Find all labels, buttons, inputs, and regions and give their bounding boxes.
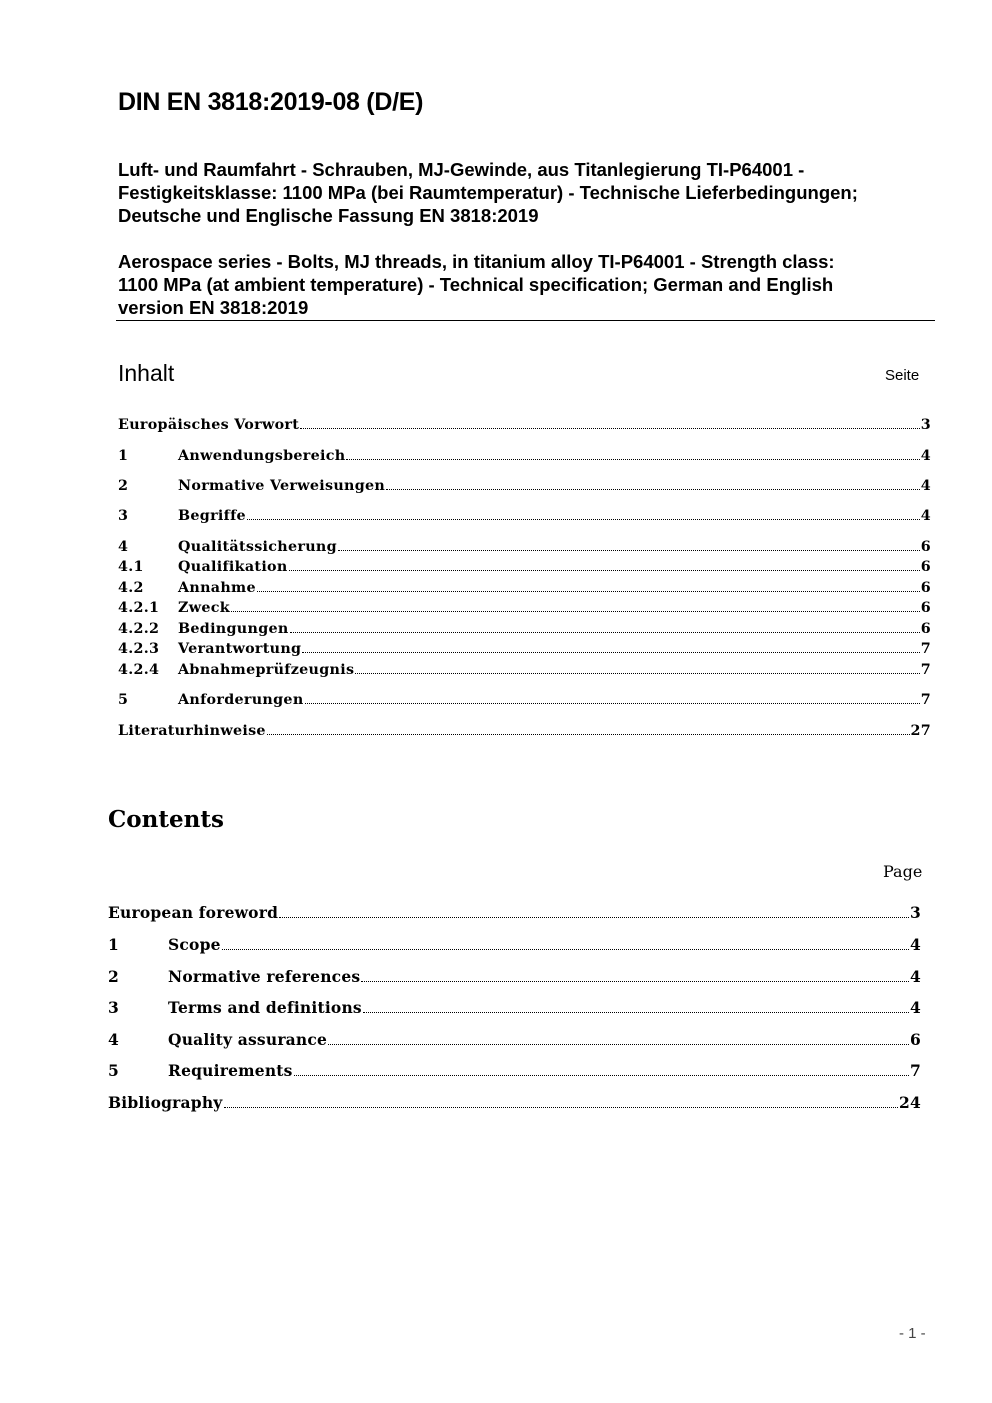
- title-english-line: Aerospace series - Bolts, MJ threads, in titanium alloy TI-P64001 - Strength class:: [118, 251, 835, 272]
- toc-entry[interactable]: [118, 662, 931, 678]
- toc-entry[interactable]: [118, 539, 931, 555]
- toc-entry-title: Begriffe: [178, 508, 246, 524]
- toc-leader-dots: [346, 459, 919, 460]
- toc-entry-page: 7: [920, 641, 931, 657]
- toc-leader-dots: [222, 949, 909, 950]
- toc-entry[interactable]: [108, 903, 921, 922]
- toc-entry-number: 4.2: [118, 580, 144, 596]
- toc-entry-title: Requirements: [168, 1061, 293, 1080]
- toc-heading-german: Inhalt: [118, 360, 175, 386]
- toc-entry-page: 4: [920, 478, 931, 494]
- title-german: [118, 158, 938, 227]
- toc-page-label-german: Seite: [885, 367, 920, 384]
- toc-entry-title: Annahme: [178, 580, 256, 596]
- toc-entry-page: 6: [920, 621, 931, 637]
- toc-entry-number: 5: [118, 692, 129, 708]
- toc-entry-page: 3: [910, 903, 921, 922]
- toc-entry-page: 7: [920, 692, 931, 708]
- toc-entry-title: Verantwortung: [178, 641, 302, 657]
- title-divider: [116, 320, 935, 321]
- title-english-line: version EN 3818:2019: [118, 297, 309, 318]
- toc-entry-page: 4: [920, 448, 931, 464]
- toc-leader-dots: [386, 489, 920, 490]
- toc-entry-number: 5: [108, 1061, 119, 1080]
- toc-entry-title: Terms and definitions: [168, 998, 362, 1017]
- toc-leader-dots: [355, 673, 919, 674]
- toc-entry[interactable]: [118, 448, 931, 464]
- toc-entry[interactable]: [118, 723, 931, 739]
- toc-entry-title: Normative references: [168, 967, 361, 986]
- toc-entry-number: 3: [108, 998, 119, 1017]
- toc-leader-dots: [328, 1044, 909, 1045]
- toc-entry[interactable]: [108, 935, 921, 954]
- toc-entry-title: Bibliography: [108, 1093, 223, 1112]
- toc-entry[interactable]: [108, 1093, 921, 1112]
- toc-entry-title: Europäisches Vorwort: [118, 417, 300, 433]
- toc-entry[interactable]: [118, 621, 931, 637]
- toc-leader-dots: [279, 917, 909, 918]
- toc-entry[interactable]: [118, 641, 931, 657]
- toc-entry-page: 27: [910, 723, 931, 739]
- toc-entry-page: 4: [910, 998, 921, 1017]
- title-german-line: Festigkeitsklasse: 1100 MPa (bei Raumtemperatur) - Technische Lieferbedingungen;: [118, 182, 858, 203]
- toc-entry[interactable]: [108, 1030, 921, 1049]
- toc-entry-title: Anwendungsbereich: [178, 448, 346, 464]
- toc-entry-number: 4.2.2: [118, 621, 160, 637]
- toc-leader-dots: [300, 428, 920, 429]
- toc-entry[interactable]: [108, 998, 921, 1017]
- toc-leader-dots: [363, 1012, 909, 1013]
- toc-entry-number: 3: [118, 508, 129, 524]
- toc-entry-title: Zweck: [178, 600, 230, 616]
- title-german-line: Luft- und Raumfahrt - Schrauben, MJ-Gewinde, aus Titanlegierung TI-P64001 -: [118, 159, 805, 180]
- toc-entry-title: Bedingungen: [178, 621, 289, 637]
- toc-entry-page: 7: [920, 662, 931, 678]
- toc-entry[interactable]: [118, 508, 931, 524]
- toc-entry-title: Abnahmeprüfzeugnis: [178, 662, 355, 678]
- toc-entry-page: 4: [910, 967, 921, 986]
- toc-entry-page: 24: [899, 1093, 921, 1112]
- toc-entry-title: Normative Verweisungen: [178, 478, 386, 494]
- page-number: - 1 -: [899, 1325, 926, 1342]
- toc-entry-number: 4.2.3: [118, 641, 160, 657]
- toc-leader-dots: [257, 591, 920, 592]
- toc-entry-title: European foreword: [108, 903, 279, 922]
- title-english-line: 1100 MPa (at ambient temperature) - Technical specification; German and English: [118, 274, 834, 295]
- toc-entry-title: Qualitätssicherung: [178, 539, 337, 555]
- toc-entry-page: 6: [920, 600, 931, 616]
- toc-entry-number: 2: [108, 967, 119, 986]
- toc-entry-number: 1: [108, 935, 119, 954]
- toc-entry-page: 7: [910, 1061, 921, 1080]
- toc-entry-page: 6: [910, 1030, 921, 1049]
- toc-entry[interactable]: [108, 967, 921, 986]
- toc-entry-title: Anforderungen: [178, 692, 304, 708]
- toc-leader-dots: [224, 1107, 899, 1108]
- title-german-line: Deutsche und Englische Fassung EN 3818:2019: [118, 205, 539, 226]
- toc-entry[interactable]: [118, 478, 931, 494]
- toc-leader-dots: [290, 632, 920, 633]
- toc-entry-page: 6: [920, 539, 931, 555]
- toc-entry-page: 4: [910, 935, 921, 954]
- toc-entry-number: 4.2.4: [118, 662, 160, 678]
- toc-entry[interactable]: [118, 559, 931, 575]
- toc-entry[interactable]: [118, 417, 931, 433]
- toc-entry-title: Scope: [168, 935, 221, 954]
- toc-entry-page: 3: [920, 417, 931, 433]
- toc-entry-title: Quality assurance: [168, 1030, 328, 1049]
- toc-entry[interactable]: [118, 600, 931, 616]
- toc-leader-dots: [302, 652, 919, 653]
- toc-entry-number: 4: [118, 539, 129, 555]
- toc-entry-page: 6: [920, 580, 931, 596]
- toc-leader-dots: [294, 1075, 909, 1076]
- toc-entry-page: 4: [920, 508, 931, 524]
- toc-leader-dots: [305, 703, 920, 704]
- toc-page-label-english: Page: [883, 862, 923, 881]
- toc-entry[interactable]: [118, 692, 931, 708]
- toc-heading-english: Contents: [108, 806, 224, 833]
- toc-entry-number: 4: [108, 1030, 119, 1049]
- toc-entry-number: 2: [118, 478, 129, 494]
- toc-leader-dots: [338, 550, 920, 551]
- toc-entry-title: Literaturhinweise: [118, 723, 266, 739]
- toc-leader-dots: [267, 734, 910, 735]
- toc-entry[interactable]: [108, 1061, 921, 1080]
- toc-leader-dots: [289, 570, 920, 571]
- toc-entry[interactable]: [118, 580, 931, 596]
- toc-entry-number: 4.2.1: [118, 600, 160, 616]
- toc-entry-title: Qualifikation: [178, 559, 288, 575]
- toc-leader-dots: [247, 519, 920, 520]
- toc-entry-number: 1: [118, 448, 129, 464]
- toc-leader-dots: [361, 981, 909, 982]
- toc-entry-number: 4.1: [118, 559, 144, 575]
- toc-leader-dots: [231, 611, 920, 612]
- toc-entry-page: 6: [920, 559, 931, 575]
- title-english: [118, 250, 938, 319]
- document-id: DIN EN 3818:2019-08 (D/E): [118, 88, 424, 116]
